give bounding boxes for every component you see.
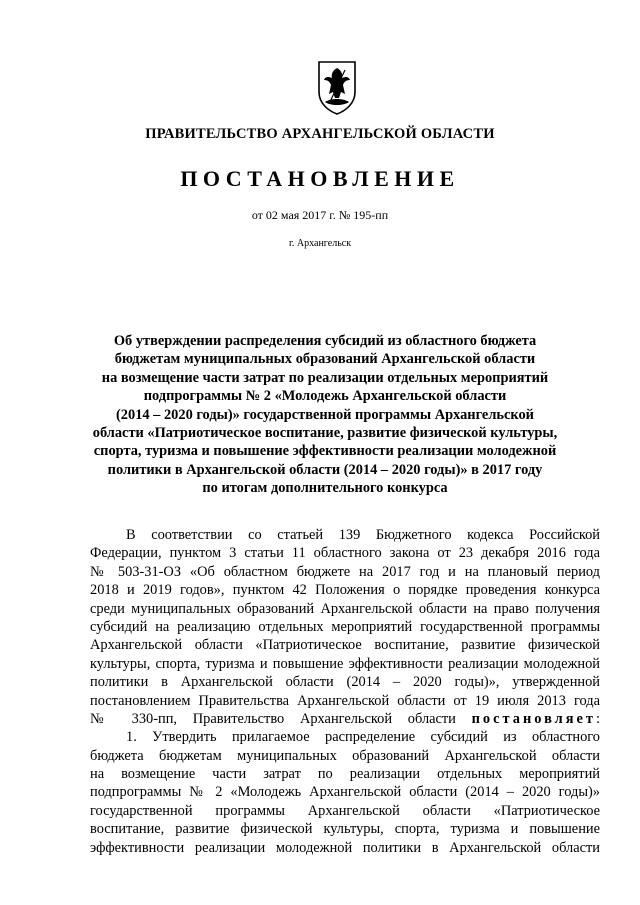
decree-colon: : [595, 710, 600, 727]
title-line: бюджетам муниципальных образований Архангельской области [114, 351, 536, 368]
decree-word: постановляет [471, 710, 596, 727]
coat-of-arms-icon [315, 58, 359, 116]
preamble-line: субсидий на реализацию отдельных мероприятий государственной программы [90, 618, 600, 635]
date-and-number: от 02 мая 2017 г. № 195-пп [251, 208, 389, 222]
item-line: государственной программы Архангельской области «Патриотическое [90, 802, 600, 819]
item-line: воспитание, развитие физической культуры, спорта, туризма и повышение [90, 821, 600, 838]
item-line: 1. Утвердить прилагаемое распределение субсидий из областного [126, 729, 600, 746]
item-line: эффективности реализации молодежной политики в Архангельской области [90, 839, 600, 856]
title-line: спорта, туризма и повышение эффективности реализации молодежной [93, 443, 557, 460]
item-line: на возмещение части затрат по реализации отдельных мероприятий [90, 766, 600, 783]
title-line: области «Патриотическое воспитание, развитие физической культуры, [92, 425, 558, 442]
preamble-line: Федерации, пунктом 3 статьи 11 областного закона от 23 декабря 2016 года [90, 545, 600, 562]
document-title [90, 332, 560, 498]
document-type: ПОСТАНОВЛЕНИЕ [180, 166, 460, 191]
preamble-last-text: № 330-пп, Правительство Архангельской области [90, 710, 456, 727]
preamble-final-line [90, 710, 600, 728]
item-line: подпрограммы № 2 «Молодежь Архангельской области (2014 – 2020 годы)» [90, 784, 600, 801]
title-line: по итогам дополнительного конкурса [202, 480, 448, 497]
preamble-line: 2018 и 2019 годов», пунктом 42 Положения о порядке проведения конкурса [90, 582, 600, 599]
preamble-line: В соответствии со статьей 139 Бюджетного кодекса Российской [126, 527, 600, 543]
title-line: подпрограммы № 2 «Молодежь Архангельской области [143, 388, 507, 405]
title-line: (2014 – 2020 годы)» государственной программы Архангельской [116, 406, 534, 423]
title-line: Об утверждении распределения субсидий из областного бюджета [113, 333, 537, 349]
document-body [90, 526, 600, 857]
title-line: политики в Архангельской области (2014 – 2020 годы)» в 2017 году [107, 461, 543, 478]
preamble-line: среди муниципальных образований Архангельской области на право получения [90, 600, 600, 617]
preamble-line: № 503-31-ОЗ «Об областном бюджете на 2017 год и на плановый период [90, 563, 600, 580]
preamble-line: культуры, спорта, туризма и повышение эффективности реализации молодежной [90, 655, 600, 672]
item-line: бюджета бюджетам муниципальных образований Архангельской области [90, 747, 600, 764]
title-line: на возмещение части затрат по реализации отдельных мероприятий [101, 369, 549, 386]
preamble-line: постановлением Правительства Архангельской области от 19 июля 2013 года [90, 692, 600, 709]
government-name: ПРАВИТЕЛЬСТВО АРХАНГЕЛЬСКОЙ ОБЛАСТИ [145, 126, 495, 142]
preamble-line: политики в Архангельской области (2014 – 2020 годы)», утвержденной [90, 674, 600, 691]
city: г. Архангельск [288, 238, 352, 249]
preamble-line: Архангельской области «Патриотическое воспитание, развитие физической [90, 637, 600, 654]
